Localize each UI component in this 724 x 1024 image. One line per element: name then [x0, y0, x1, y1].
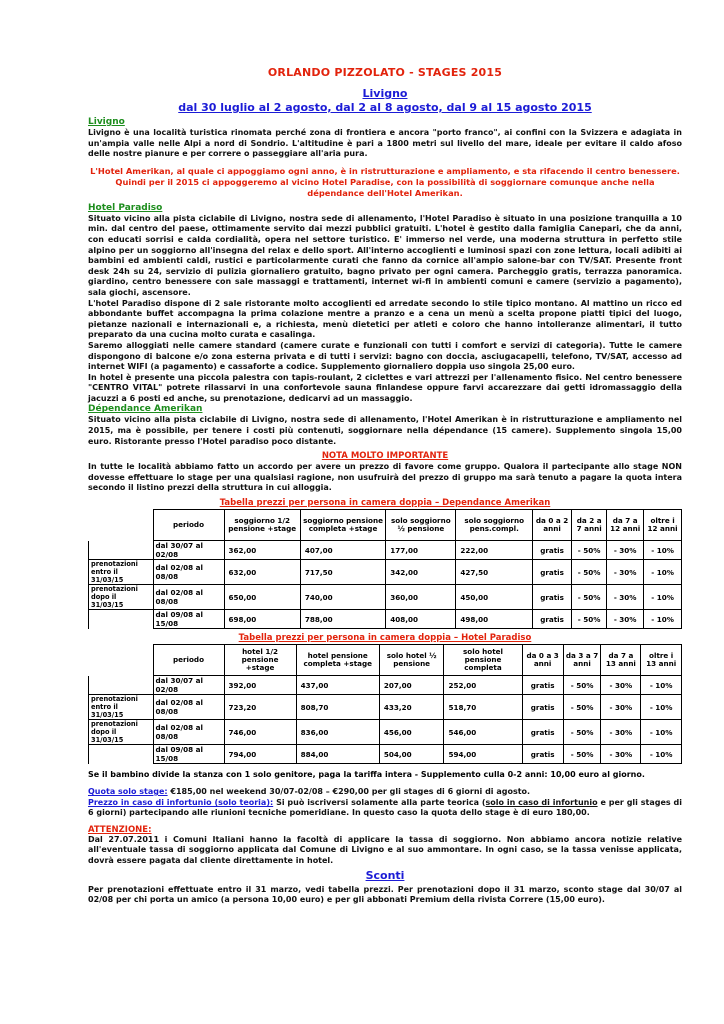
table-header: hotel pensione completa +stage — [296, 645, 379, 676]
price-cell: - 10% — [641, 695, 682, 720]
price-cell: 698,00 — [224, 610, 300, 629]
injury-label: Prezzo in caso di infortunio (solo teoria): — [88, 797, 274, 807]
livigno-text: Livigno è una località turistica rinomata perché zona di frontiera e ancora "porto franco", ai confini con la Svizzera e adagiata in un'ampia valle nelle Alpi a nord di Sondrio. L'altitudine è pari a 1800 metri sul livello del mare, ideale per evitare il caldo afoso delle nostre pianure e per correre o passeggiare all'aria pura. — [88, 128, 682, 159]
table-header: da 0 a 2 anni — [533, 510, 572, 541]
price-cell: 546,00 — [444, 720, 522, 745]
table-row — [89, 720, 682, 745]
quota-line — [88, 787, 682, 798]
price-cell: 427,50 — [456, 560, 533, 585]
price-cell: 360,00 — [386, 585, 456, 610]
booking-label-cell — [89, 745, 154, 764]
table-row — [89, 585, 682, 610]
price-cell: 746,00 — [224, 720, 296, 745]
price-cell: - 30% — [607, 585, 644, 610]
period-cell: dal 02/08 al 08/08 — [153, 695, 224, 720]
price-cell: 252,00 — [444, 676, 522, 695]
document-page — [88, 66, 682, 906]
price-cell: 808,70 — [296, 695, 379, 720]
booking-label-cell — [89, 610, 154, 629]
table-header: solo soggiorno pens.compl. — [456, 510, 533, 541]
period-cell: dal 30/07 al 02/08 — [153, 676, 224, 695]
table-header: periodo — [153, 510, 224, 541]
injury-line — [88, 798, 682, 819]
location-heading: Livigno — [362, 87, 408, 100]
paradiso-paragraph-2: L'hotel Paradiso dispone di 2 sale ristorante molto accoglienti ed arredate secondo lo stile tipico montano. Al mattino un ricco ed abbondante buffet accompagna la prima colazione mentre a pranzo e a cena un menù a scelta propone piatti tipici del luogo, pietanze nazionali e internazionali e, a richiesta, menù dietetici per atleti e coloro che hanno intolleranze alimentari, il tutto preparato da una cucina molto curata e casalinga. — [88, 298, 682, 340]
price-cell: gratis — [533, 560, 572, 585]
table-row — [89, 695, 682, 720]
table-header: hotel 1/2 pensione +stage — [224, 645, 296, 676]
price-cell: - 50% — [572, 585, 607, 610]
price-cell: - 10% — [644, 610, 682, 629]
price-cell: gratis — [522, 695, 563, 720]
price-cell: - 10% — [644, 585, 682, 610]
price-cell: - 10% — [641, 745, 682, 764]
price-cell: - 30% — [601, 676, 641, 695]
period-cell: dal 02/08 al 08/08 — [153, 720, 224, 745]
quota-label: Quota solo stage: — [88, 787, 168, 797]
injury-text-a: Si può iscriversi solamente alla parte teorica ( — [276, 797, 486, 807]
table-header: da 3 a 7 anni — [563, 645, 601, 676]
price-cell: gratis — [522, 676, 563, 695]
price-cell: 788,00 — [300, 610, 385, 629]
booking-label-cell: prenotazioni dopo il 31/03/15 — [89, 585, 154, 610]
table-row — [89, 610, 682, 629]
price-cell: 207,00 — [379, 676, 444, 695]
table-header: soggiorno pensione completa +stage — [300, 510, 385, 541]
paradiso-paragraph-3: Saremo alloggiati nelle camere standard (camere curate e funzionali con tutti i comfort e servizi di categoria). Tutte le camere dispongono di balcone e/o zona esterna privata e di tutti i servizi: bagno con doccia, asciugacapelli, telefono, TV/SAT, accesso ad internet WIFI (a pagamento) e cassaforte a codice. Supplemento giornaliero doppia uso singola 25,00 euro. — [88, 340, 682, 372]
attenzione-text: Dal 27.07.2011 i Comuni Italiani hanno la facoltà di applicare la tassa di soggiorno. Non abbiamo ancora notizie relative all'eventuale tassa di soggiorno applicata dal Comune di Livigno e al suo ammontare. In ogni caso, se la tassa venisse applicata, dovrà essere pagata dal cliente direttamente in hotel. — [88, 834, 682, 865]
period-cell: dal 09/08 al 15/08 — [153, 610, 224, 629]
table-row — [89, 745, 682, 764]
injury-text-b: e per gli stages di 6 giorni) partecipando alle riunioni tecniche pomeridiane. In questo caso la quota dello stage è di euro 180,00. — [88, 797, 682, 818]
price-cell: - 30% — [607, 560, 644, 585]
table-row — [89, 541, 682, 560]
amerikan-notice: L'Hotel Amerikan, al quale ci appoggiamo ogni anno, è in ristrutturazione e ampliamento, e sta rifacendo il centro benessere. Quindi per il 2015 ci appoggeremo al vicino Hotel Paradise, con la possibilità di soggiornare comunque anche nella dépendance dell'Hotel Amerikan. — [90, 165, 680, 198]
table1-caption: Tabella prezzi per persona in camera doppia – Dependance Amerikan — [219, 498, 551, 509]
child-note: Se il bambino divide la stanza con 1 solo genitore, paga la tariffa intera - Supplemento culla 0-2 anni: 10,00 euro al giorno. — [88, 770, 645, 780]
price-cell: 456,00 — [379, 720, 444, 745]
booking-label-cell: prenotazioni entro il 31/03/15 — [89, 560, 154, 585]
price-cell: 177,00 — [386, 541, 456, 560]
table-header: solo hotel pensione completa — [444, 645, 522, 676]
price-cell: - 50% — [572, 560, 607, 585]
booking-label-cell: prenotazioni entro il 31/03/15 — [89, 695, 154, 720]
table-header: da 0 a 3 anni — [522, 645, 563, 676]
table-header: periodo — [153, 645, 224, 676]
price-cell: - 30% — [601, 695, 641, 720]
price-cell: gratis — [533, 610, 572, 629]
price-cell: - 50% — [563, 720, 601, 745]
nota-text: In tutte le località abbiamo fatto un accordo per avere un prezzo di favore come gruppo. Qualora il partecipante allo stage NON dovesse effettuare lo stage per una qualsiasi ragione, non usufruirà del prezzo di gruppo ma sarà tenuto a pagare la quota intera secondo il listino prezzi della struttura in cui alloggia. — [88, 462, 682, 493]
price-cell: - 50% — [572, 610, 607, 629]
price-cell: 437,00 — [296, 676, 379, 695]
price-cell: - 50% — [572, 541, 607, 560]
document-title: ORLANDO PIZZOLATO - STAGES 2015 — [267, 66, 503, 79]
table1-body — [89, 541, 682, 629]
price-cell: 362,00 — [224, 541, 300, 560]
price-cell: 717,50 — [300, 560, 385, 585]
price-cell: 650,00 — [224, 585, 300, 610]
sconti-text: Per prenotazioni effettuate entro il 31 marzo, vedi tabella prezzi. Per prenotazioni dopo il 31 marzo, sconto stage dal 30/07 al 02/08 per chi porta un amico (a persona 10,00 euro) e per gli abbonati Premium della rivista Correre (15,00 euro). — [88, 884, 682, 905]
price-cell: 392,00 — [224, 676, 296, 695]
table-row — [89, 676, 682, 695]
price-cell: 794,00 — [224, 745, 296, 764]
dates-heading: dal 30 luglio al 2 agosto, dal 2 al 8 agosto, dal 9 al 15 agosto 2015 — [178, 101, 592, 114]
paradiso-paragraph-4: In hotel è presente una piccola palestra con tapis-roulant, 2 ciclettes e vari attrezzi per l'allenamento fisico. Nel centro benessere "CENTRO VITAL" potrete rilassarvi in una confortevole sauna finlandese oppure farvi accarezzare dai getti idromassaggio della jacuzzi a 6 posti ed anche, su prenotazione, dedicarvi ad un massaggio. — [88, 372, 682, 403]
price-cell: 836,00 — [296, 720, 379, 745]
table-header: soggiorno 1/2 pensione +stage — [224, 510, 300, 541]
price-cell: 723,20 — [224, 695, 296, 720]
price-cell: - 30% — [607, 541, 644, 560]
livigno-heading: Livigno — [88, 117, 125, 127]
price-cell: 498,00 — [456, 610, 533, 629]
price-cell: 740,00 — [300, 585, 385, 610]
attenzione-heading: ATTENZIONE: — [88, 824, 152, 835]
table-header: solo hotel ½ pensione — [379, 645, 444, 676]
price-cell: gratis — [522, 745, 563, 764]
price-cell: - 10% — [644, 541, 682, 560]
dependance-heading: Dépendance Amerikan — [88, 404, 203, 415]
paradiso-paragraph-1: Situato vicino alla pista ciclabile di Livigno, nostra sede di allenamento, l'Hotel Paradiso è situato in una posizione tranquilla a 10 min. dal centro del paese, ottimamente servito dai mezzi pubblici gratuiti. L'hotel è gestito dalla famiglia Canepari, che da anni, con educati sorrisi e calda cordialità, opera nel settore turistico. E' immerso nel verde, una moderna struttura in perfetto stile alpino per un soggiorno all'insegna del relax e dello sport. All'interno accoglienti e luminosi spazi con zone lettura, locali adibiti ai bambini ed ambienti caldi, rustici e particolarmente curati che fanno da cornice all'ampio salone-bar con TV/SAT. Presente front desk 24h su 24, servizio di pulizia giornaliero gratuito, bagno privato per ogni camera. Parcheggio gratis, terrazza panoramica. giardino, centro benessere con sale massaggi e trattamenti, internet wi-fi in ambienti comuni e camere (servizio a pagamento), sala giochi, ascensore. — [88, 213, 682, 297]
price-cell: 518,70 — [444, 695, 522, 720]
period-cell: dal 30/07 al 02/08 — [153, 541, 224, 560]
table-row — [89, 560, 682, 585]
price-cell: 450,00 — [456, 585, 533, 610]
booking-label-cell — [89, 676, 154, 695]
booking-label-cell: prenotazioni dopo il 31/03/15 — [89, 720, 154, 745]
table-header: da 7 a 12 anni — [607, 510, 644, 541]
price-cell: 342,00 — [386, 560, 456, 585]
price-cell: - 10% — [641, 676, 682, 695]
price-cell: 594,00 — [444, 745, 522, 764]
table-header: oltre i 12 anni — [644, 510, 682, 541]
price-cell: gratis — [522, 720, 563, 745]
nota-heading: NOTA MOLTO IMPORTANTE — [321, 451, 449, 462]
table-header: da 7 a 13 anni — [601, 645, 641, 676]
table2-body — [89, 676, 682, 764]
price-table-paradiso — [88, 644, 682, 764]
injury-text-underlined: solo in caso di infortunio — [485, 797, 598, 807]
price-cell: 632,00 — [224, 560, 300, 585]
price-cell: 884,00 — [296, 745, 379, 764]
table-header: oltre i 13 anni — [641, 645, 682, 676]
price-cell: gratis — [533, 585, 572, 610]
booking-label-cell — [89, 541, 154, 560]
price-cell: - 30% — [607, 610, 644, 629]
paradiso-heading: Hotel Paradiso — [88, 202, 163, 213]
price-table-dependance — [88, 509, 682, 629]
table-header: solo soggiorno ½ pensione — [386, 510, 456, 541]
price-cell: gratis — [533, 541, 572, 560]
price-cell: - 10% — [641, 720, 682, 745]
price-cell: 222,00 — [456, 541, 533, 560]
table-header: da 2 a 7 anni — [572, 510, 607, 541]
price-cell: - 50% — [563, 676, 601, 695]
period-cell: dal 02/08 al 08/08 — [153, 585, 224, 610]
price-cell: 407,00 — [300, 541, 385, 560]
period-cell: dal 09/08 al 15/08 — [153, 745, 224, 764]
price-cell: 408,00 — [386, 610, 456, 629]
price-cell: 504,00 — [379, 745, 444, 764]
table-corner — [89, 645, 154, 676]
period-cell: dal 02/08 al 08/08 — [153, 560, 224, 585]
price-cell: - 30% — [601, 720, 641, 745]
price-cell: - 10% — [644, 560, 682, 585]
table2-caption: Tabella prezzi per persona in camera doppia – Hotel Paradiso — [238, 633, 532, 644]
price-cell: - 50% — [563, 695, 601, 720]
price-cell: - 30% — [601, 745, 641, 764]
table-corner — [89, 510, 154, 541]
price-cell: - 50% — [563, 745, 601, 764]
sconti-heading: Sconti — [365, 868, 405, 882]
price-cell: 433,20 — [379, 695, 444, 720]
dependance-text: Situato vicino alla pista ciclabile di Livigno, nostra sede di allenamento, l'Hotel Amerikan è in ristrutturazione e ampliamento nel 2015, ma è possibile, per tenere i costi più contenuti, soggiornare nella dépendance (15 camere). Supplemento singola 15,00 euro. Ristorante presso l'Hotel paradiso poco distante. — [88, 415, 682, 446]
quota-text: €185,00 nel weekend 30/07-02/08 – €290,00 per gli stages di 6 giorni di agosto. — [170, 787, 531, 797]
